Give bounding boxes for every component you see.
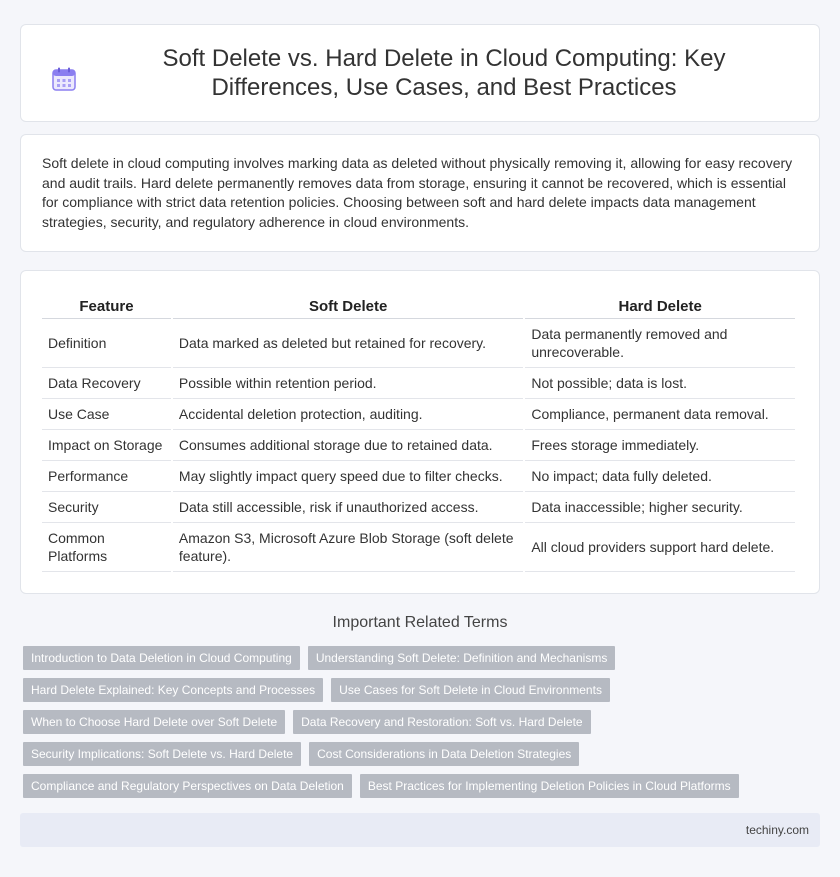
hard-delete-cell: Data inaccessible; higher security. (525, 492, 795, 523)
feature-cell: Security (42, 492, 171, 523)
related-term-tag[interactable]: Introduction to Data Deletion in Cloud Computing (23, 646, 300, 670)
table-row (42, 492, 795, 523)
calendar-icon (51, 66, 77, 92)
table-row (42, 399, 795, 430)
table-row (42, 319, 795, 368)
soft-delete-cell: Possible within retention period. (173, 368, 523, 399)
related-term-tag[interactable]: Compliance and Regulatory Perspectives on Data Deletion (23, 774, 352, 798)
tag-row (23, 678, 823, 702)
soft-delete-cell: Data still accessible, risk if unauthorized access. (173, 492, 523, 523)
table-header-row (42, 293, 795, 319)
soft-delete-cell: Consumes additional storage due to retained data. (173, 430, 523, 461)
hard-delete-cell: Data permanently removed and unrecoverable. (525, 319, 795, 368)
feature-cell: Use Case (42, 399, 171, 430)
hard-delete-cell: Not possible; data is lost. (525, 368, 795, 399)
footer (20, 813, 820, 847)
comparison-table (40, 293, 797, 572)
feature-cell: Performance (42, 461, 171, 492)
related-term-tag[interactable]: Data Recovery and Restoration: Soft vs. Hard Delete (293, 710, 590, 734)
tag-row (23, 710, 823, 734)
hard-delete-cell: No impact; data fully deleted. (525, 461, 795, 492)
header-feature: Feature (42, 293, 171, 319)
table-row (42, 461, 795, 492)
related-term-tag[interactable]: Security Implications: Soft Delete vs. Hard Delete (23, 742, 301, 766)
header-soft-delete: Soft Delete (173, 293, 523, 319)
feature-cell: Impact on Storage (42, 430, 171, 461)
related-terms-title: Important Related Terms (332, 614, 508, 631)
feature-cell: Data Recovery (42, 368, 171, 399)
comparison-table-card (20, 270, 820, 594)
footer-site[interactable]: techiny.com (745, 823, 809, 837)
table-row (42, 430, 795, 461)
tag-row (23, 742, 823, 766)
hard-delete-cell: Compliance, permanent data removal. (525, 399, 795, 430)
related-term-tag[interactable]: Best Practices for Implementing Deletion Policies in Cloud Platforms (360, 774, 739, 798)
soft-delete-cell: Data marked as deleted but retained for recovery. (173, 319, 523, 368)
soft-delete-cell: May slightly impact query speed due to filter checks. (173, 461, 523, 492)
related-term-tag[interactable]: Understanding Soft Delete: Definition and Mechanisms (308, 646, 616, 670)
related-term-tag[interactable]: When to Choose Hard Delete over Soft Delete (23, 710, 285, 734)
hard-delete-cell: Frees storage immediately. (525, 430, 795, 461)
related-term-tag[interactable]: Hard Delete Explained: Key Concepts and Processes (23, 678, 323, 702)
related-term-tag[interactable]: Use Cases for Soft Delete in Cloud Environments (331, 678, 610, 702)
intro-card (20, 134, 820, 252)
tag-row (23, 774, 823, 798)
intro-text: Soft delete in cloud computing involves marking data as deleted without physically removing it, allowing for easy recovery and audit trails. Hard delete permanently removes data from storage, ensuring it cannot be recovered, which is essential for compliance with strict data retention policies. Choosing between soft and hard delete impacts data management strategies, security, and regulatory adherence in cloud environments. (42, 155, 793, 230)
page-title: Soft Delete vs. Hard Delete in Cloud Computing: Key Differences, Use Cases, and Best Practices (162, 45, 726, 101)
related-term-tag[interactable]: Cost Considerations in Data Deletion Strategies (309, 742, 579, 766)
soft-delete-cell: Amazon S3, Microsoft Azure Blob Storage (soft delete feature). (173, 523, 523, 572)
hard-delete-cell: All cloud providers support hard delete. (525, 523, 795, 572)
feature-cell: Definition (42, 319, 171, 368)
header-hard-delete: Hard Delete (525, 293, 795, 319)
header-card (20, 24, 820, 122)
tag-row (23, 646, 823, 670)
table-row (42, 368, 795, 399)
table-row (42, 523, 795, 572)
related-terms-tags (23, 646, 823, 806)
header (51, 44, 789, 102)
soft-delete-cell: Accidental deletion protection, auditing. (173, 399, 523, 430)
feature-cell: Common Platforms (42, 523, 171, 572)
